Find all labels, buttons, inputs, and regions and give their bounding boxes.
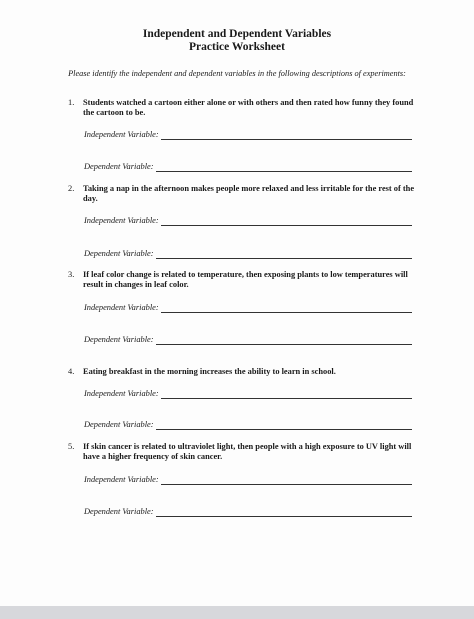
answer-line[interactable] <box>156 336 412 345</box>
dependent-variable-label: Dependent Variable: <box>84 249 154 258</box>
question-3 <box>68 270 418 290</box>
dependent-variable-field-2[interactable] <box>84 249 412 259</box>
question-2 <box>68 184 418 204</box>
dependent-variable-field-1[interactable] <box>84 162 412 172</box>
question-5 <box>68 442 418 462</box>
worksheet-title: Independent and Dependent Variables <box>142 28 332 40</box>
question-number: 1. <box>68 98 75 107</box>
dependent-variable-label: Dependent Variable: <box>84 507 154 516</box>
independent-variable-field-4[interactable] <box>84 389 412 399</box>
question-text: Taking a nap in the afternoon makes people more relaxed and less irritable for the rest of the day. <box>83 184 415 203</box>
dependent-variable-field-5[interactable] <box>84 507 412 517</box>
answer-line[interactable] <box>161 476 412 485</box>
independent-variable-field-5[interactable] <box>84 475 412 485</box>
independent-variable-label: Independent Variable: <box>84 303 159 312</box>
dependent-variable-label: Dependent Variable: <box>84 335 154 344</box>
answer-line[interactable] <box>161 217 412 226</box>
question-text: If leaf color change is related to temperature, then exposing plants to low temperatures will result in changes in leaf color. <box>83 270 408 289</box>
viewer-bottom-bar <box>0 606 474 619</box>
question-text: Eating breakfast in the morning increases the ability to learn in school. <box>83 367 336 376</box>
answer-line[interactable] <box>161 131 412 140</box>
question-text: Students watched a cartoon either alone or with others and then rated how funny they found the cartoon to be. <box>83 98 414 117</box>
question-4 <box>68 367 418 377</box>
independent-variable-field-1[interactable] <box>84 130 412 140</box>
worksheet-subtitle: Practice Worksheet <box>189 41 285 53</box>
answer-line[interactable] <box>156 163 412 172</box>
question-number: 4. <box>68 367 75 376</box>
dependent-variable-label: Dependent Variable: <box>84 162 154 171</box>
independent-variable-field-3[interactable] <box>84 303 412 313</box>
answer-line[interactable] <box>156 508 412 517</box>
instructions: Please identify the independent and dependent variables in the following descriptions of experiments: <box>68 69 406 78</box>
answer-line[interactable] <box>156 250 412 259</box>
answer-line[interactable] <box>161 304 412 313</box>
dependent-variable-field-3[interactable] <box>84 335 412 345</box>
question-1 <box>68 98 418 118</box>
answer-line[interactable] <box>161 390 412 399</box>
answer-line[interactable] <box>156 421 412 430</box>
independent-variable-field-2[interactable] <box>84 216 412 226</box>
independent-variable-label: Independent Variable: <box>84 475 159 484</box>
dependent-variable-label: Dependent Variable: <box>84 420 154 429</box>
question-number: 5. <box>68 442 75 451</box>
question-number: 2. <box>68 184 75 193</box>
independent-variable-label: Independent Variable: <box>84 389 159 398</box>
question-number: 3. <box>68 270 75 279</box>
question-text: If skin cancer is related to ultraviolet light, then people with a high exposure to UV light will have a higher frequency of skin cancer. <box>83 442 412 461</box>
independent-variable-label: Independent Variable: <box>84 216 159 225</box>
dependent-variable-field-4[interactable] <box>84 420 412 430</box>
independent-variable-label: Independent Variable: <box>84 130 159 139</box>
